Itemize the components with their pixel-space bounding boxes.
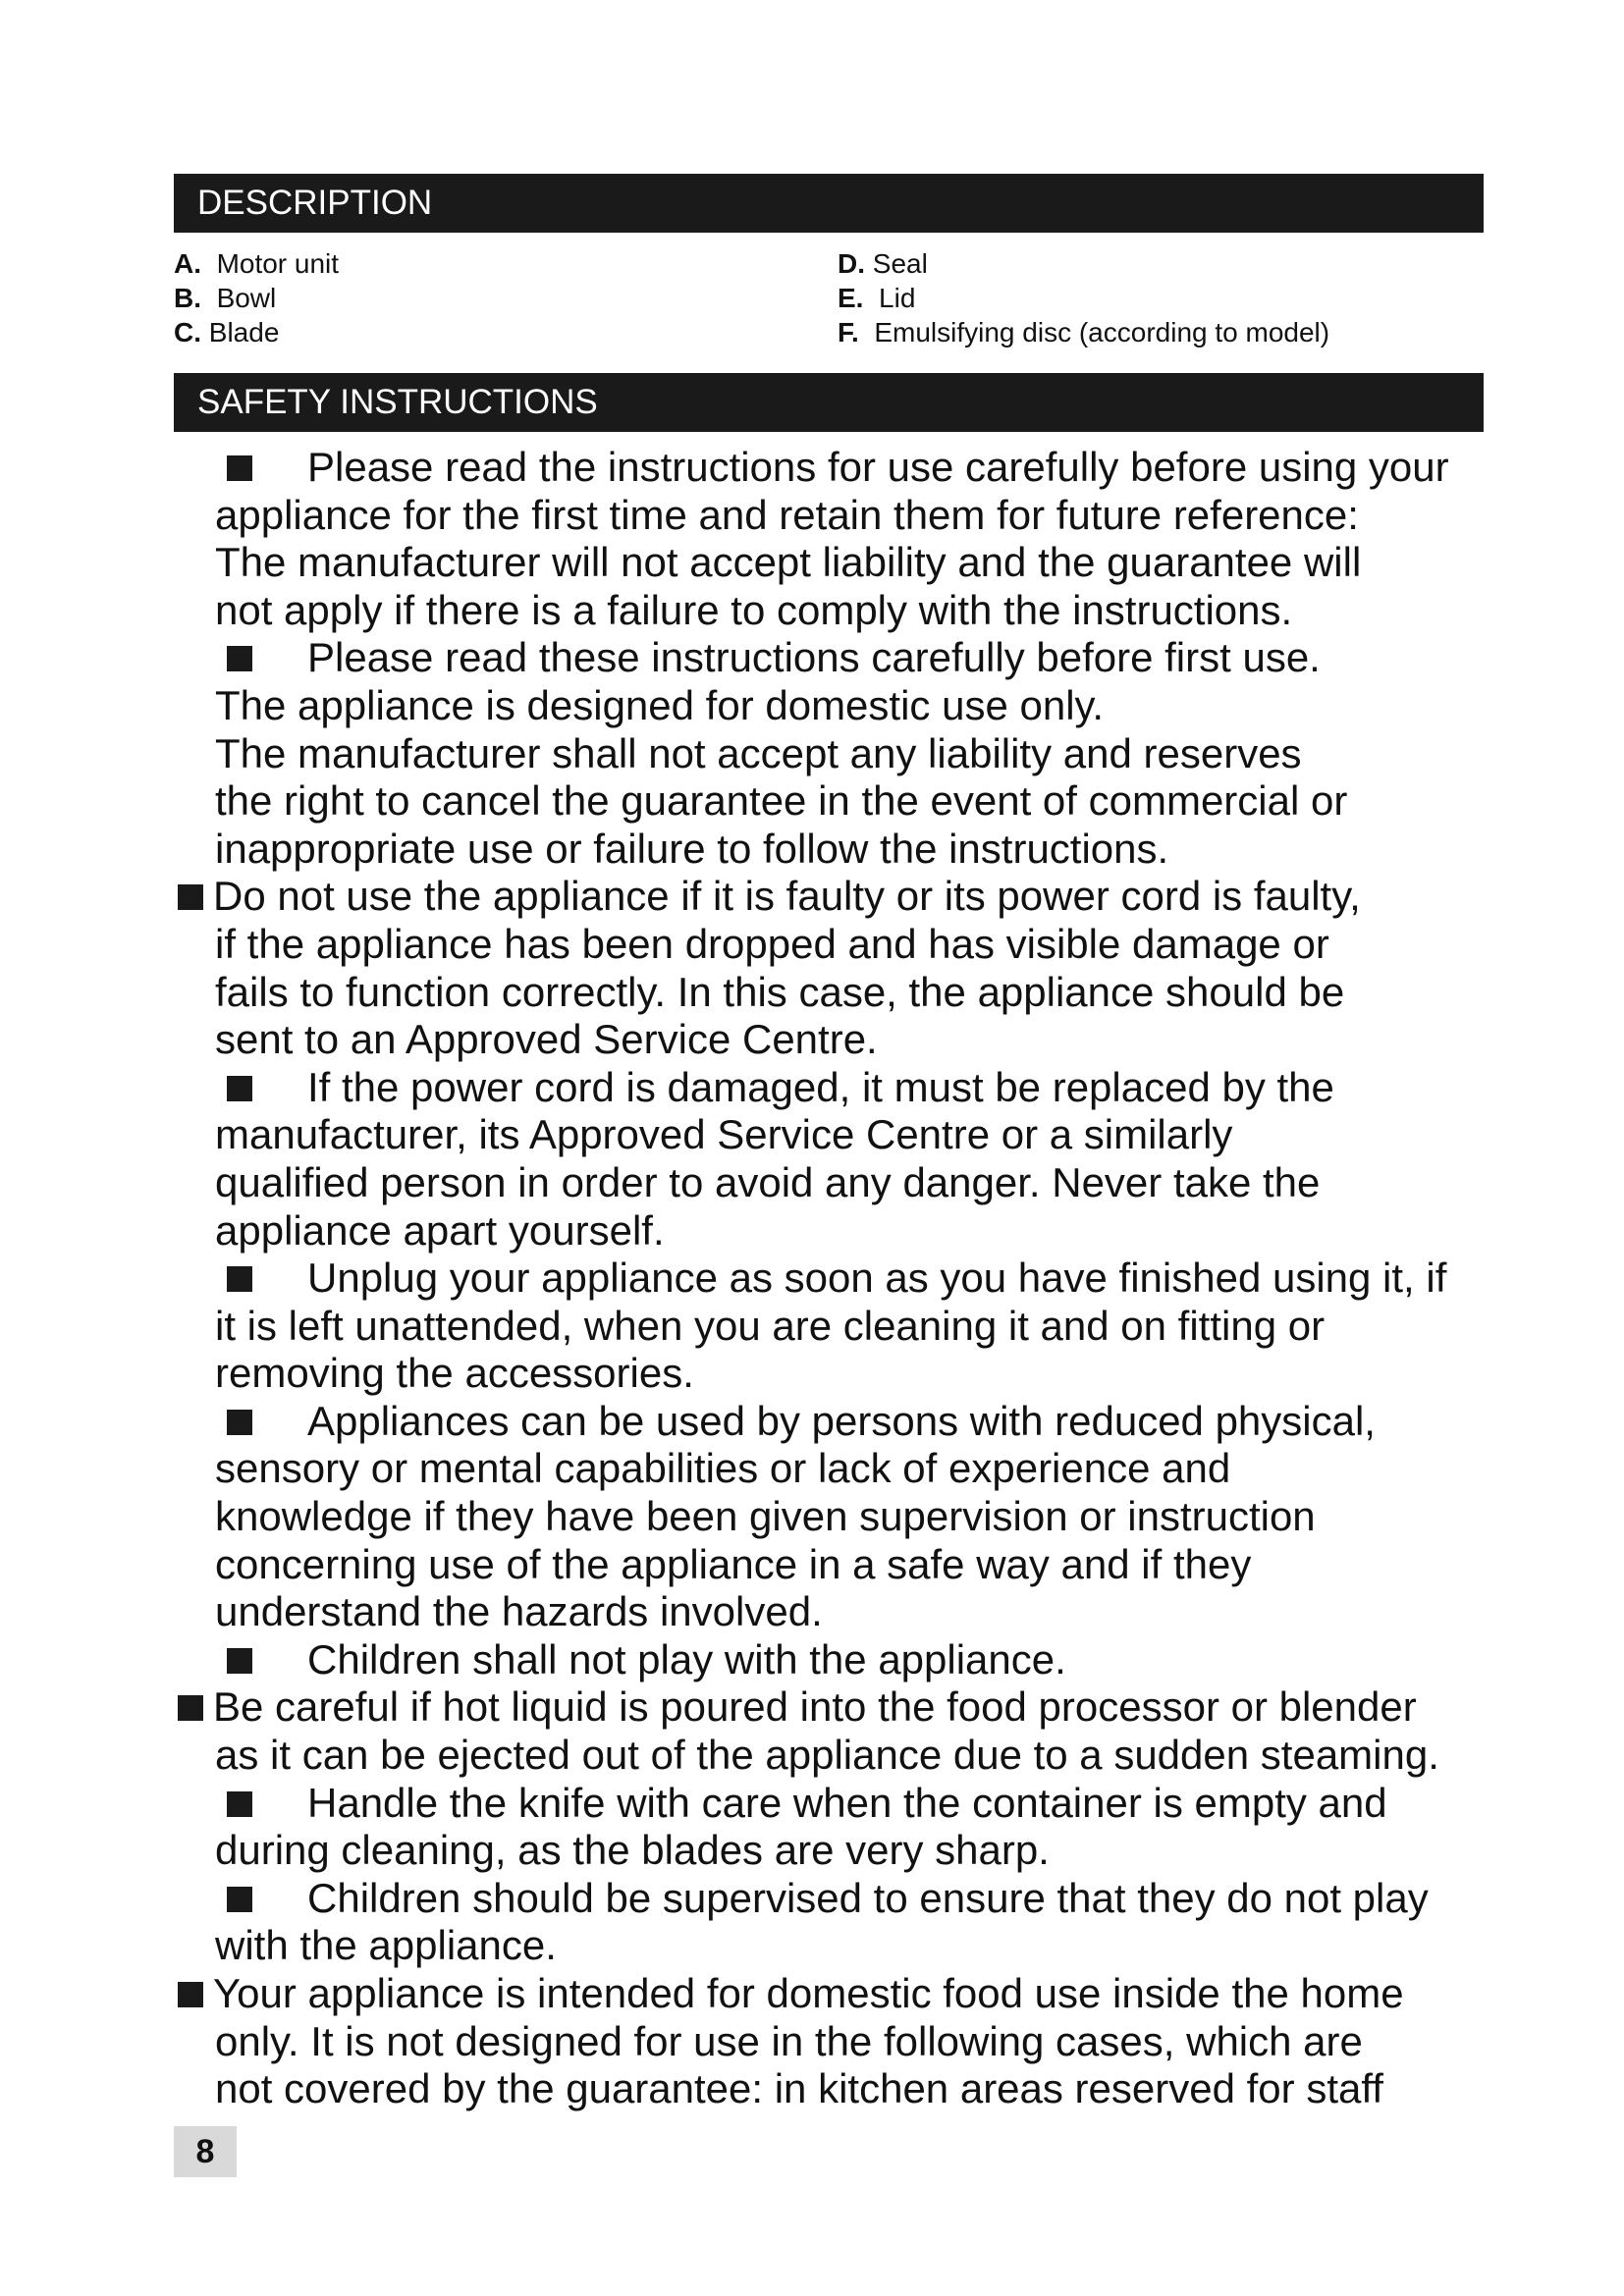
item-label: Motor unit	[216, 248, 340, 279]
instruction-paragraph: If the power cord is damaged, it must be replaced by the manufacturer, its Approved Service Centre or a similarly qualified person in order to avoid any danger. Never take the appliance apart yourself.	[215, 1063, 1334, 1254]
instruction-paragraph: Please read these instructions carefully before first use. The appliance is designed for domestic use only. The manufacturer shall not accept any liability and reserves the right to cancel the guarantee in the event of commercial or inappropriate use or failure to follow the instructions.	[215, 634, 1348, 872]
instruction-paragraph: Handle the knife with care when the container is empty and during cleaning, as the blades are very sharp.	[215, 1779, 1387, 1874]
bullet-icon	[227, 646, 252, 671]
item-letter: D.	[838, 248, 865, 279]
description-item	[174, 246, 339, 281]
instruction-paragraph: Your appliance is intended for domestic food use inside the home only. It is not designed for use in the following cases, which are not covered by the guarantee: in kitchen areas reserved for staff	[0, 1970, 1624, 2113]
bullet-icon	[178, 1982, 203, 2007]
bullet-icon	[227, 455, 252, 481]
instruction-paragraph: Children should be supervised to ensure that they do not play with the appliance.	[215, 1874, 1429, 1969]
description-list-right	[838, 246, 1329, 349]
description-item	[838, 246, 1329, 281]
description-title: DESCRIPTION	[197, 184, 433, 222]
bullet-icon	[227, 1648, 252, 1674]
instruction-paragraph: Be careful if hot liquid is poured into the food processor or blender as it can be ejected out of the appliance due to a sudden steaming.	[0, 1683, 1624, 1779]
description-header	[174, 174, 1484, 233]
bullet-icon	[178, 884, 203, 910]
description-item	[174, 281, 339, 315]
description-item	[838, 281, 1329, 315]
bullet-icon	[227, 1887, 252, 1912]
safety-instructions	[0, 444, 1624, 2113]
item-label: Emulsifying disc (according to model)	[874, 317, 1330, 347]
item-letter: B.	[174, 283, 201, 313]
description-item	[174, 315, 339, 349]
item-label: Seal	[872, 248, 928, 279]
item-letter: E.	[838, 283, 864, 313]
item-label: Lid	[879, 283, 916, 313]
item-label: Bowl	[216, 283, 277, 313]
item-label: Blade	[208, 317, 280, 347]
safety-header	[174, 373, 1484, 432]
instruction-paragraph: Please read the instructions for use carefully before using your appliance for the first time and retain them for future reference: The manufacturer will not accept liability and the guarantee will not apply if there is a failure to comply with the instructions.	[215, 444, 1449, 633]
item-letter: A.	[174, 248, 201, 279]
instruction-paragraph: Unplug your appliance as soon as you have finished using it, if it is left unattended, when you are cleaning it and on fitting or removing the accessories.	[215, 1255, 1447, 1397]
bullet-icon	[227, 1791, 252, 1817]
description-list-left	[174, 246, 339, 349]
bullet-icon	[227, 1266, 252, 1292]
bullet-icon	[178, 1695, 203, 1721]
instruction-paragraph: Appliances can be used by persons with reduced physical, sensory or mental capabilities or lack of experience and knowledge if they have been given supervision or instruction concerning use of the appliance in a safe way and if they understand the hazards involved.	[215, 1397, 1376, 1635]
bullet-icon	[227, 1410, 252, 1435]
description-item	[838, 315, 1329, 349]
item-letter: F.	[838, 317, 859, 347]
item-letter: C.	[174, 317, 201, 347]
bullet-icon	[227, 1076, 252, 1101]
instruction-paragraph: Children shall not play with the appliance.	[0, 1636, 1624, 1684]
safety-title: SAFETY INSTRUCTIONS	[197, 383, 598, 421]
instruction-paragraph: Do not use the appliance if it is faulty or its power cord is faulty, if the appliance has been dropped and has visible damage or fails to function correctly. In this case, the appliance should be sent to an Approved Service Centre.	[0, 873, 1624, 1063]
page-number: 8	[174, 2126, 237, 2177]
